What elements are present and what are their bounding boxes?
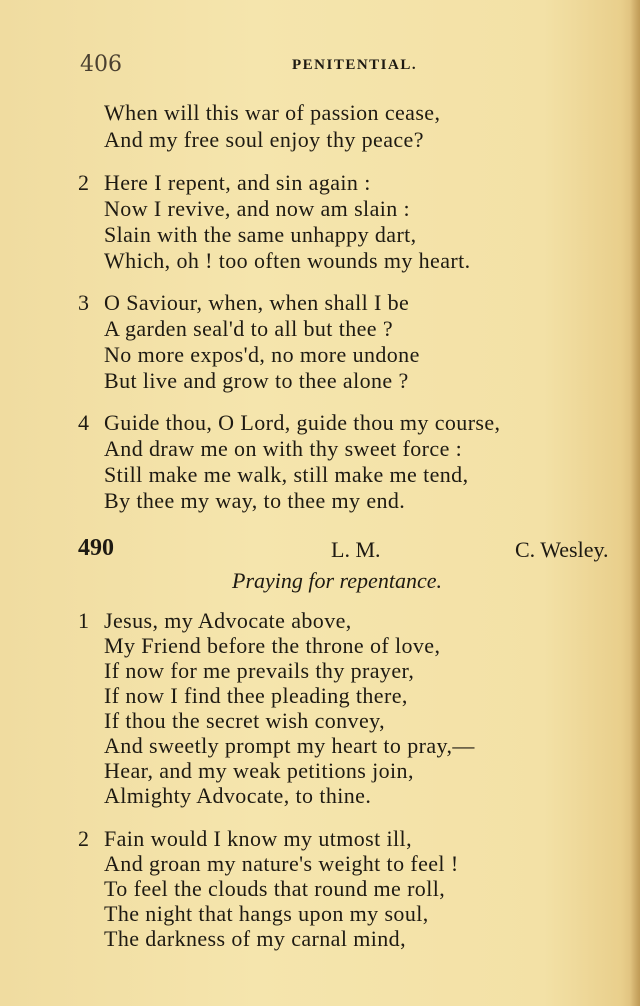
hymn-line: The darkness of my carnal mind, [104, 926, 406, 951]
hymn-line: When will this war of passion cease, [104, 100, 441, 125]
hymn-line: Guide thou, O Lord, guide thou my course, [104, 410, 501, 435]
hymn-line: By thee my way, to thee my end. [104, 488, 406, 513]
hymn-line: A garden seal'd to all but thee ? [104, 316, 394, 341]
page-header [80, 52, 620, 82]
hymn-line: But live and grow to thee alone ? [104, 368, 409, 393]
verse-number: 2 [78, 170, 89, 195]
verse-number: 4 [78, 410, 89, 435]
hymn-line: Hear, and my weak petitions join, [104, 758, 414, 783]
hymn-heading [78, 535, 640, 565]
hymn-number: 490 [78, 535, 114, 561]
hymn-line: Slain with the same unhappy dart, [104, 222, 417, 247]
hymn-line: And draw me on with thy sweet force : [104, 436, 463, 461]
hymn-line: O Saviour, when, when shall I be [104, 290, 410, 315]
hymn-line: Jesus, my Advocate above, [104, 608, 352, 633]
running-head: PENITENTIAL. [292, 57, 418, 73]
hymn-line: And my free soul enjoy thy peace? [104, 127, 424, 152]
hymn-line: No more expos'd, no more undone [104, 342, 420, 367]
hymn-line: Still make me walk, still make me tend, [104, 462, 469, 487]
verse-number: 2 [78, 826, 89, 851]
hymn-line: If now I find thee pleading there, [104, 683, 408, 708]
page-number: 406 [80, 52, 122, 77]
page-edge-shadow [630, 0, 640, 1006]
hymn-line: If now for me prevails thy prayer, [104, 658, 415, 683]
hymn-line: Now I revive, and now am slain : [104, 196, 411, 221]
verse-number: 3 [78, 290, 89, 315]
hymn-meter: L. M. [331, 537, 381, 562]
hymn-subtitle: Praying for repentance. [232, 568, 442, 593]
hymn-line: And sweetly prompt my heart to pray,— [104, 733, 475, 758]
hymn-line: And groan my nature's weight to feel ! [104, 851, 459, 876]
hymn-line: Fain would I know my utmost ill, [104, 826, 412, 851]
hymn-line: Almighty Advocate, to thine. [104, 783, 372, 808]
hymn-line: To feel the clouds that round me roll, [104, 876, 446, 901]
hymn-line: If thou the secret wish convey, [104, 708, 385, 733]
hymn-line: The night that hangs upon my soul, [104, 901, 429, 926]
hymn-line: Which, oh ! too often wounds my heart. [104, 248, 471, 273]
hymn-line: Here I repent, and sin again : [104, 170, 371, 195]
hymn-author: C. Wesley. [515, 537, 609, 562]
hymn-line: My Friend before the throne of love, [104, 633, 441, 658]
verse-number: 1 [78, 608, 89, 633]
